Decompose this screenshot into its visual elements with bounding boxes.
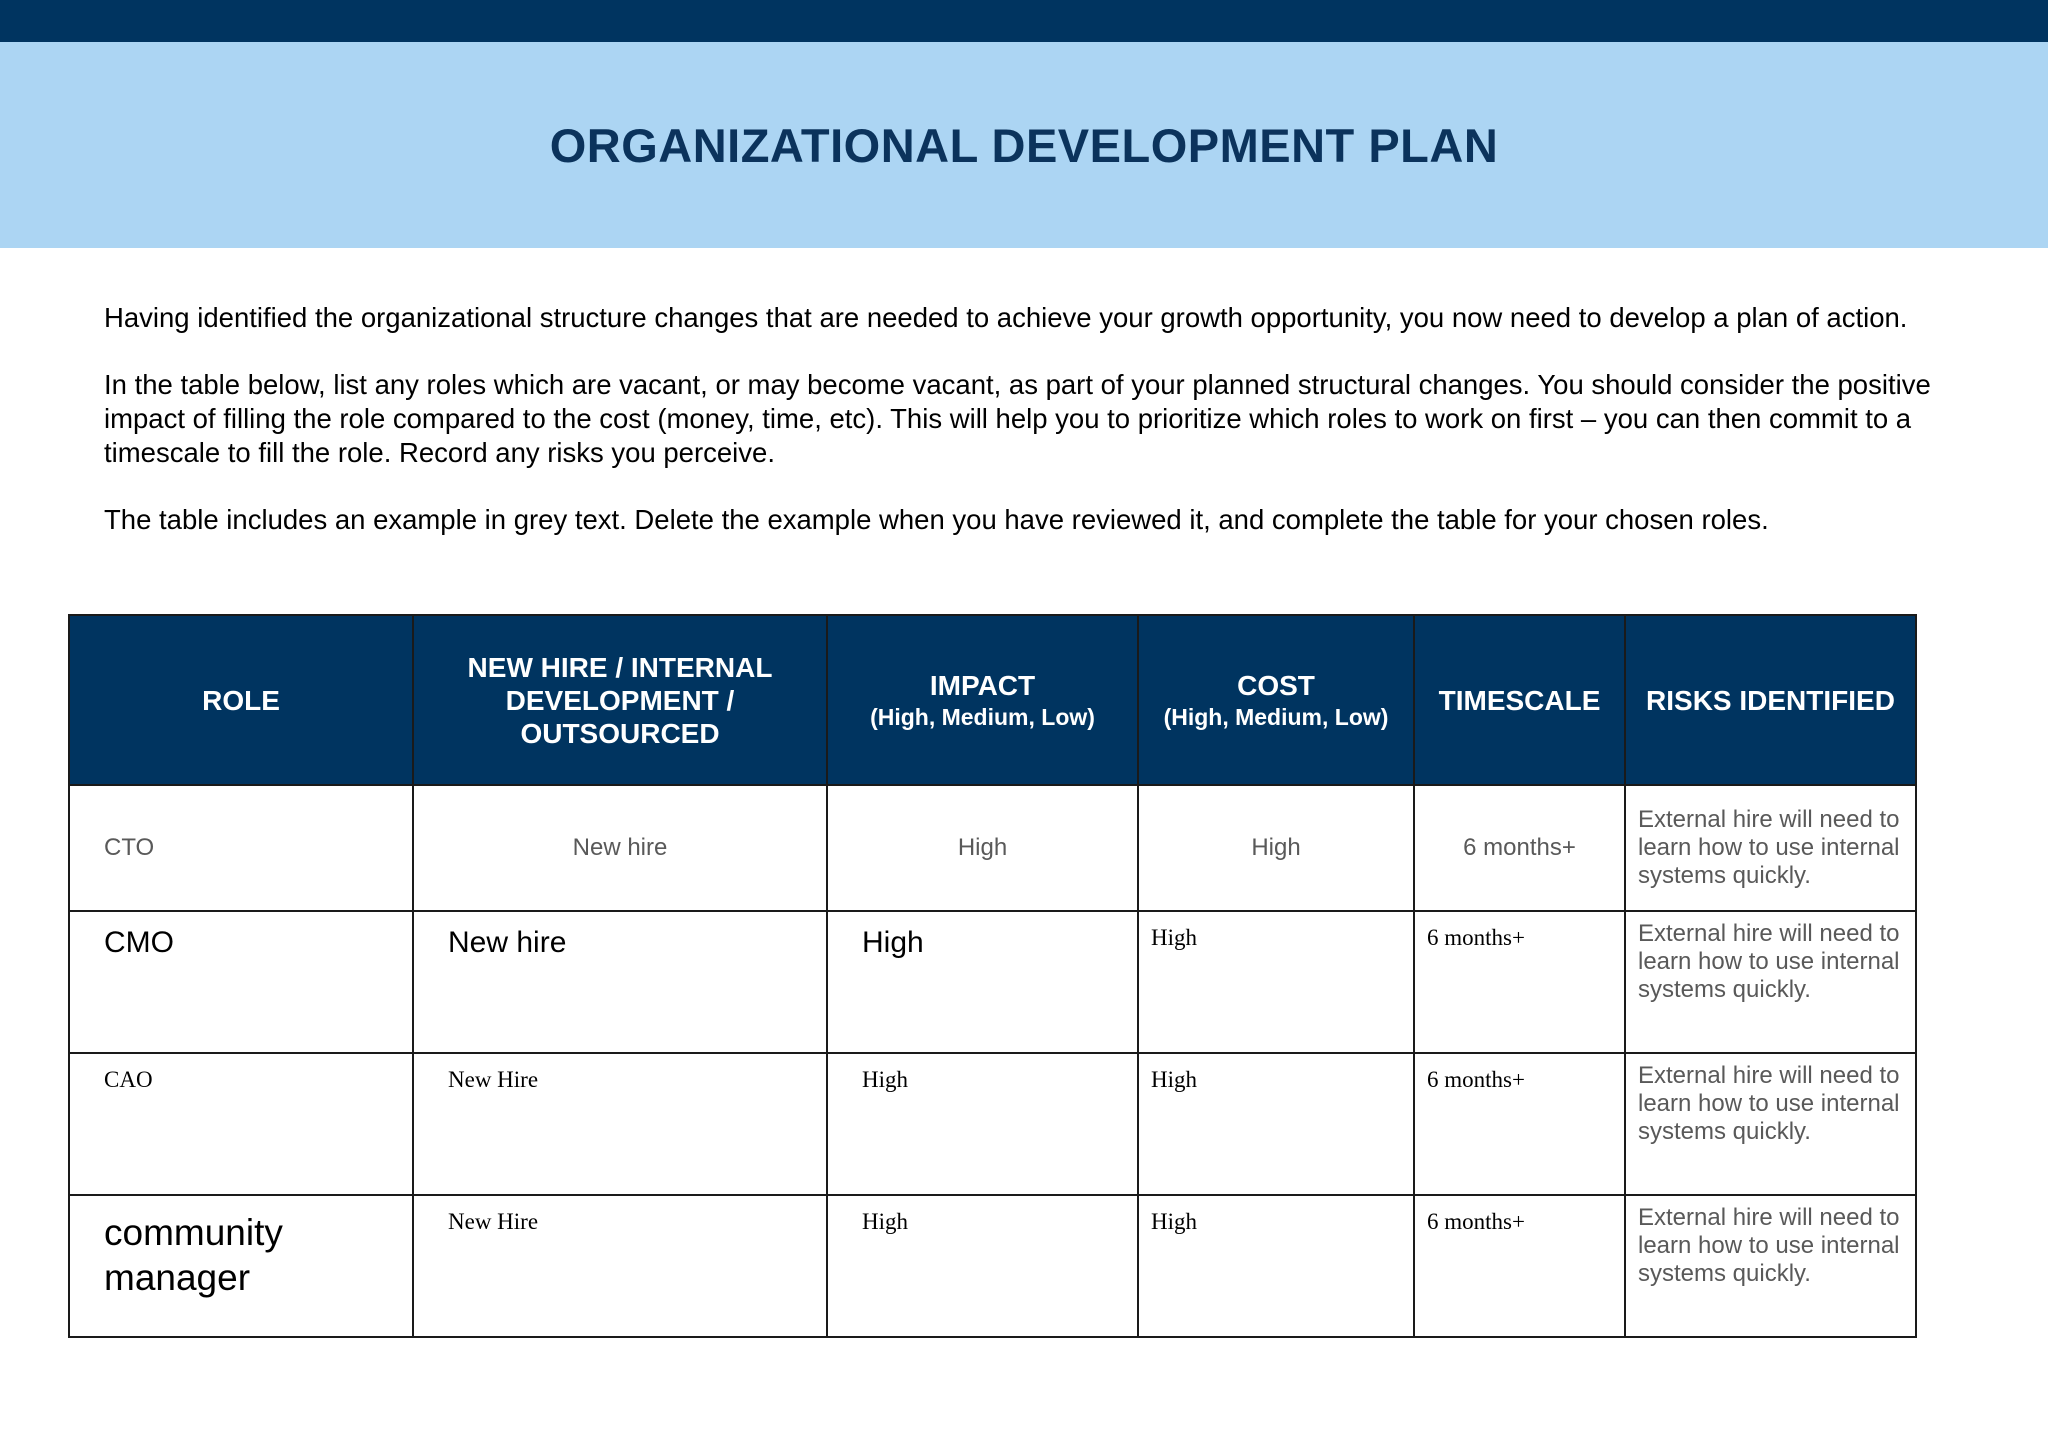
cell-role-text: community manager <box>104 1212 283 1298</box>
title-banner <box>0 42 2048 248</box>
cell-cost[interactable] <box>1138 1053 1414 1195</box>
header-cost-scale: (High, Medium, Low) <box>1163 703 1389 730</box>
header-risks: RISKS IDENTIFIED <box>1625 615 1916 785</box>
table-row <box>69 1195 1916 1337</box>
cell-risks-text: External hire will need to learn how to use internal systems quickly. <box>1638 920 1900 1003</box>
intro-paragraph-1: Having identified the organizational structure changes that are needed to achieve your growth opportunity, you now need to develop a plan of action. <box>104 302 1908 333</box>
cell-impact-text: High <box>862 1067 908 1092</box>
cell-risks[interactable] <box>1625 1195 1916 1337</box>
cell-role[interactable] <box>69 1053 413 1195</box>
cell-hire-text: New Hire <box>448 1209 539 1234</box>
cell-cost[interactable]: High <box>1138 785 1414 911</box>
development-plan-table <box>68 614 1917 1338</box>
cell-timescale-text: 6 months+ <box>1427 1209 1525 1234</box>
cell-cost-text: High <box>1151 1067 1197 1092</box>
header-cost <box>1138 615 1414 785</box>
cell-risks[interactable] <box>1625 785 1916 911</box>
cell-cost[interactable] <box>1138 911 1414 1053</box>
cell-risks-text: External hire will need to learn how to use internal systems quickly. <box>1638 1204 1900 1287</box>
cell-timescale[interactable] <box>1414 1195 1625 1337</box>
cell-risks[interactable] <box>1625 911 1916 1053</box>
cell-impact-text: High <box>862 1209 908 1234</box>
cell-role[interactable] <box>69 1195 413 1337</box>
cell-role[interactable]: CTO <box>69 785 413 911</box>
cell-risks-text: External hire will need to learn how to use internal systems quickly. <box>1638 806 1900 889</box>
cell-hire-type[interactable] <box>413 911 827 1053</box>
cell-timescale[interactable] <box>1414 911 1625 1053</box>
cell-impact[interactable] <box>827 1053 1138 1195</box>
cell-role-text: CAO <box>104 1067 153 1092</box>
header-impact <box>827 615 1138 785</box>
cell-hire-type[interactable] <box>413 1053 827 1195</box>
top-accent-bar <box>0 0 2048 42</box>
table-row-example <box>69 785 1916 911</box>
header-impact-label: IMPACT <box>929 669 1036 701</box>
cell-impact[interactable] <box>827 1195 1138 1337</box>
cell-impact[interactable] <box>827 911 1138 1053</box>
table-header-row <box>69 615 1916 785</box>
page-title: ORGANIZATIONAL DEVELOPMENT PLAN <box>549 118 1499 172</box>
table-row <box>69 911 1916 1053</box>
cell-role-text: CMO <box>104 926 174 959</box>
header-role: ROLE <box>69 615 413 785</box>
cell-impact-text: High <box>862 926 924 959</box>
cell-timescale-text: 6 months+ <box>1427 1067 1525 1092</box>
cell-cost-text: High <box>1151 1209 1197 1234</box>
cell-role[interactable] <box>69 911 413 1053</box>
cell-hire-text: New hire <box>448 926 567 959</box>
header-cost-label: COST <box>1237 669 1315 701</box>
header-impact-scale: (High, Medium, Low) <box>870 703 1095 730</box>
header-timescale: TIMESCALE <box>1414 615 1625 785</box>
table-row <box>69 1053 1916 1195</box>
cell-risks[interactable] <box>1625 1053 1916 1195</box>
cell-timescale[interactable] <box>1414 1053 1625 1195</box>
cell-cost-text: High <box>1151 925 1197 950</box>
cell-timescale-text: 6 months+ <box>1427 925 1525 950</box>
intro-paragraph-3: The table includes an example in grey text. Delete the example when you have reviewed it, and complete the table for your chosen roles. <box>104 504 1769 535</box>
header-hire-type: NEW HIRE / INTERNAL DEVELOPMENT / OUTSOURCED <box>413 615 827 785</box>
cell-impact[interactable]: High <box>827 785 1138 911</box>
cell-hire-type[interactable]: New hire <box>413 785 827 911</box>
intro-paragraph-2: In the table below, list any roles which are vacant, or may become vacant, as part of your planned structural changes. You should consider the positive impact of filling the role compared to the cost (money, time, etc). This will help you to prioritize which roles to work on first – you can then commit to a timescale to fill the role. Record any risks you perceive. <box>104 369 1931 468</box>
cell-timescale[interactable]: 6 months+ <box>1414 785 1625 911</box>
cell-hire-type[interactable] <box>413 1195 827 1337</box>
intro-text <box>104 301 1964 570</box>
cell-risks-text: External hire will need to learn how to use internal systems quickly. <box>1638 1062 1900 1145</box>
cell-cost[interactable] <box>1138 1195 1414 1337</box>
cell-hire-text: New Hire <box>448 1067 539 1092</box>
